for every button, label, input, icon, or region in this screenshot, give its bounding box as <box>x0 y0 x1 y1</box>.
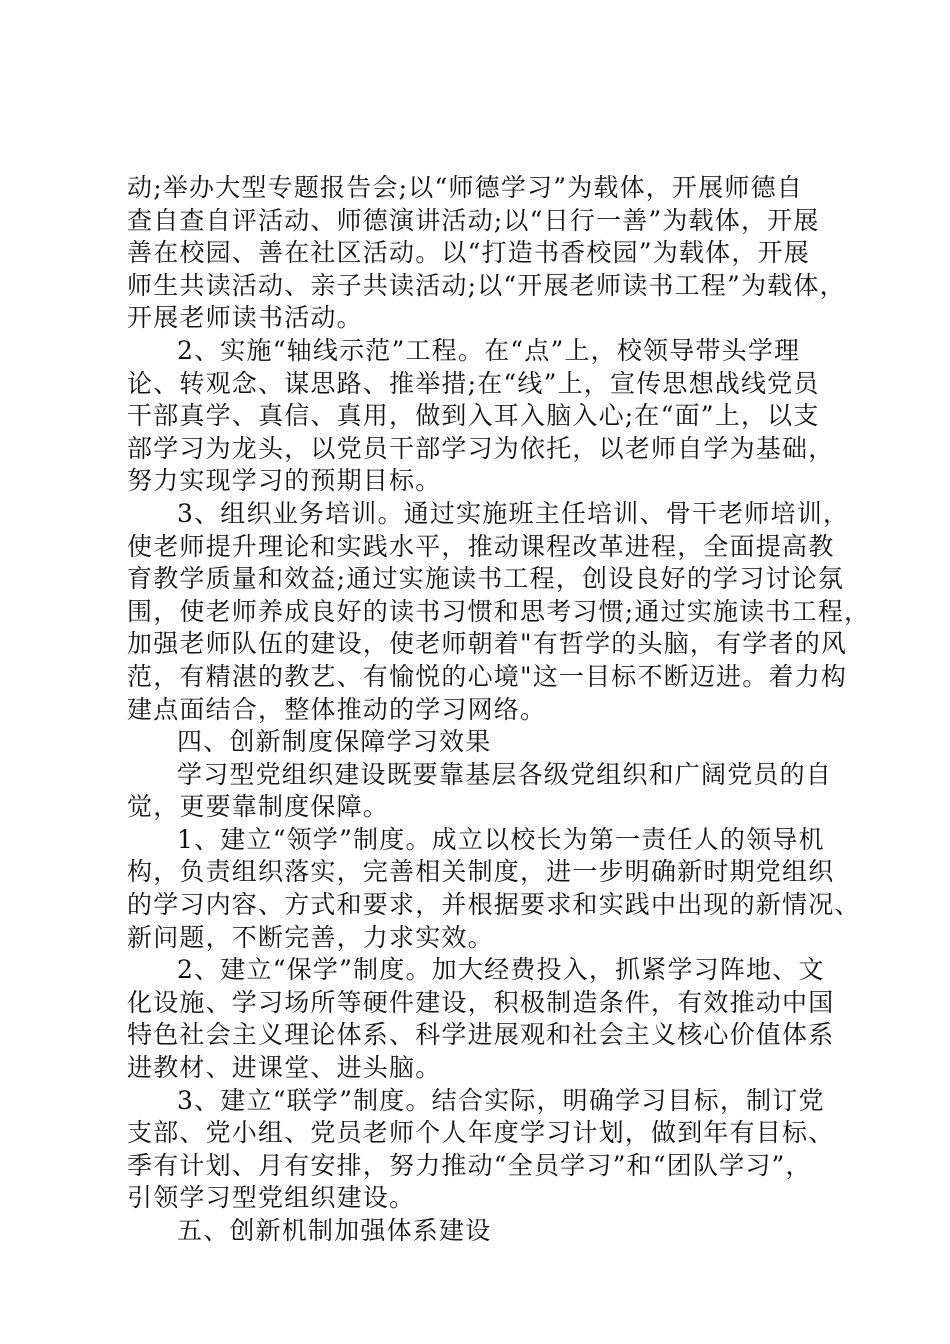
text-line: 构，负责组织落实，完善相关制度，进一步明确新时期党组织 <box>127 857 835 887</box>
text-line: 建点面结合，整体推动的学习网络。 <box>127 694 547 724</box>
text-line: 动;举办大型专题报告会;以“师德学习”为载体，开展师德自 <box>127 173 804 202</box>
text-line: 2、建立“保学”制度。加大经费投入，抓紧学习阵地、文 <box>177 955 825 985</box>
text-line: 使老师提升理论和实践水平，推动课程改革进程，全面提高教 <box>127 531 835 561</box>
text-line: 善在校园、善在社区活动。以“打造书香校园”为载体，开展 <box>127 238 810 268</box>
document-body <box>127 172 871 1248</box>
text-line: 2、实施“轴线示范”工程。在“点”上，校领导带头学理 <box>177 335 801 365</box>
text-line: 围，使老师养成良好的读书习惯和思考习惯;通过实施读书工程， <box>127 596 871 626</box>
text-line: 干部真学、真信、真用，做到入耳入脑入心;在“面”上，以支 <box>127 401 820 431</box>
text-line: 论、转观念、谋思路、推举措;在“线”上，宣传思想战线党员 <box>127 368 820 398</box>
text-line: 范，有精湛的教艺、有愉悦的心境"这一目标不断迈进。着力构 <box>127 661 848 691</box>
text-line: 五、创新机制加强体系建设 <box>177 1216 492 1245</box>
text-line: 的学习内容、方式和要求，并根据要求和实践中出现的新情况、 <box>127 890 861 920</box>
text-line: 育教学质量和效益;通过实施读书工程，创设良好的学习讨论氛 <box>127 564 845 594</box>
text-line: 化设施、学习场所等硬件建设，积极制造条件，有效推动中国 <box>127 987 835 1017</box>
text-line: 支部、党小组、党员老师个人年度学习计划，做到年有目标、 <box>127 1118 835 1148</box>
text-line: 特色社会主义理论体系、科学进展观和社会主义核心价值体系 <box>127 1020 835 1050</box>
text-line: 进教材、进课堂、进头脑。 <box>127 1053 442 1083</box>
text-line: 努力实现学习的预期目标。 <box>127 466 442 496</box>
text-line: 学习型党组织建设既要靠基层各级党组织和广阔党员的自 <box>177 759 833 789</box>
text-line: 师生共读活动、亲子共读活动;以“开展老师读书工程”为载体， <box>127 270 846 300</box>
text-line: 引领学习型党组织建设。 <box>127 1183 416 1213</box>
text-line: 3、组织业务培训。通过实施班主任培训、骨干老师培训， <box>177 498 850 528</box>
text-line: 新问题，不断完善，力求实效。 <box>127 922 494 952</box>
text-line: 觉，更要靠制度保障。 <box>127 792 390 822</box>
text-line: 3、建立“联学”制度。结合实际，明确学习目标，制订党 <box>177 1085 825 1115</box>
text-line: 加强老师队伍的建设，使老师朝着"有哲学的头脑，有学者的风 <box>127 629 848 659</box>
text-line: 季有计划、月有安排，努力推动“全员学习”和“团队学习”， <box>127 1150 812 1180</box>
text-line: 查自查自评活动、师德演讲活动;以“日行一善”为载体，开展 <box>127 205 820 235</box>
text-line: 部学习为龙头，以党员干部学习为依托，以老师自学为基础， <box>127 433 835 463</box>
text-line: 四、创新制度保障学习效果 <box>177 727 492 757</box>
text-line: 开展老师读书活动。 <box>127 303 363 333</box>
text-line: 1、建立“领学”制度。成立以校长为第一责任人的领导机 <box>177 824 825 854</box>
